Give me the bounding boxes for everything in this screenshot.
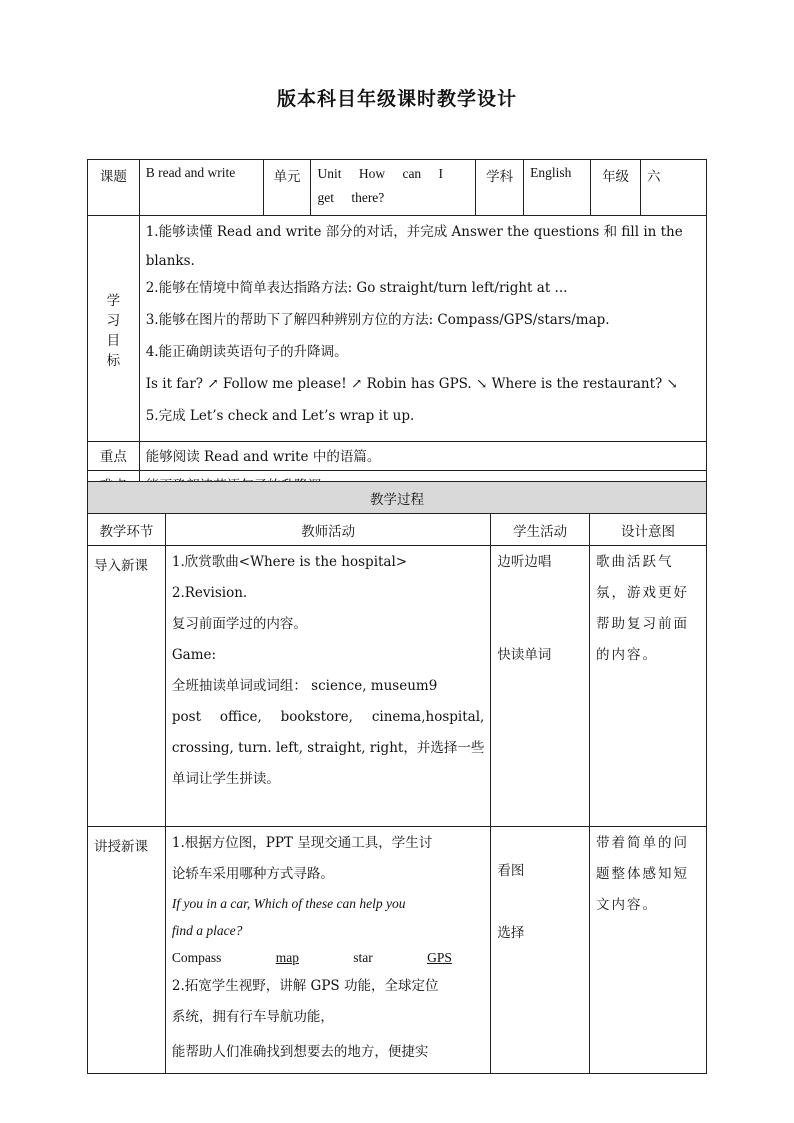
activity-line: If you in a car, Which of these can help you [171, 896, 406, 911]
activity-line: 论轿车采用哪种方式寻路。 [171, 866, 334, 882]
goal-item: 4.能正确朗读英语句子的升降调。 [145, 344, 348, 360]
activity-line: 能帮助人们准确找到想要去的地方，便捷实 [171, 1044, 429, 1060]
goal-item: 1.能够读懂 Read and write 部分的对话，并完成 Answer the questions 和 fill in the blanks. [145, 224, 683, 269]
goal-item: 3.能够在图片的帮助下了解四种辨别方位的方法: Compass/GPS/stars/map. [145, 312, 610, 328]
design-intent-cell: 带着简单的问题整体感知短文内容。 [590, 827, 707, 1074]
grade-label: 年级 [591, 160, 641, 216]
process-header: 教学过程 [88, 482, 707, 514]
option-star: star [353, 950, 373, 965]
teacher-activity-cell [165, 827, 490, 1074]
activity-line: crossing, turn. left, straight, right，并选择一些 [171, 740, 485, 756]
page-title: 版本科目年级课时教学设计 [276, 88, 517, 110]
activity-line: 单词让学生拼读。 [171, 771, 280, 787]
activity-line: 1.欣赏歌曲<Where is the hospital> [171, 554, 408, 570]
activity-line: Game: [171, 647, 217, 663]
activity-line: 复习前面学过的内容。 [171, 616, 307, 632]
key-point-value: 能够阅读 Read and write 中的语篇。 [139, 442, 706, 471]
stage-cell: 讲授新课 [88, 827, 166, 1074]
activity-line: 1.根据方位图，PPT 呈现交通工具，学生讨 [171, 835, 433, 851]
transport-options [172, 944, 452, 971]
design-intent-cell: 歌曲活跃气氛，游戏更好帮助复习前面的内容。 [590, 546, 707, 827]
option-compass: Compass [171, 950, 222, 965]
activity-line: post office, bookstore, cinema,hospital, [171, 709, 485, 725]
key-point-label: 重点 [88, 442, 140, 471]
option-map: map [275, 950, 299, 965]
lesson-info-table [87, 159, 707, 500]
col-teacher: 教师活动 [165, 514, 490, 546]
subject-label: 学科 [476, 160, 524, 216]
option-gps: GPS [427, 950, 452, 965]
student-activity-cell [491, 827, 590, 1074]
teacher-activity-cell [165, 546, 490, 827]
student-activity: 快读单词 [497, 647, 552, 663]
student-activity: 边听边唱 [497, 554, 552, 570]
student-activity-cell [491, 546, 590, 827]
stage-cell: 导入新课 [88, 546, 166, 827]
unit-label: 单元 [263, 160, 311, 216]
col-intent: 设计意图 [590, 514, 707, 546]
student-activity: 看图 [497, 863, 525, 879]
unit-value: Unit How can I get there? [311, 160, 476, 216]
goal-item: 2.能够在情境中简单表达指路方法: Go straight/turn left/right at ... [145, 280, 568, 296]
col-student: 学生活动 [491, 514, 590, 546]
activity-line: 全班抽读单词或词组： science, museum9 [171, 678, 438, 694]
topic-label: 课题 [88, 160, 140, 216]
student-activity: 选择 [497, 925, 525, 941]
grade-value: 六 [641, 160, 707, 216]
activity-line: find a place? [171, 923, 243, 938]
teaching-process-table [87, 481, 707, 1074]
activity-line: 2.Revision. [171, 585, 248, 601]
goal-item: Is it far? ↗ Follow me please! ↗ Robin has GPS. ↘ Where is the restaurant? ↘ [145, 376, 678, 392]
goals-label: 学习目标 [88, 216, 140, 442]
subject-value: English [524, 160, 591, 216]
col-stage: 教学环节 [88, 514, 166, 546]
goals-content [139, 216, 706, 442]
goal-item: 5.完成 Let’s check and Let’s wrap it up. [145, 408, 415, 424]
activity-line: 2.拓宽学生视野，讲解 GPS 功能，全球定位 [171, 978, 439, 994]
topic-value: B read and write [139, 160, 263, 216]
activity-line: 系统，拥有行车导航功能， [171, 1009, 334, 1025]
